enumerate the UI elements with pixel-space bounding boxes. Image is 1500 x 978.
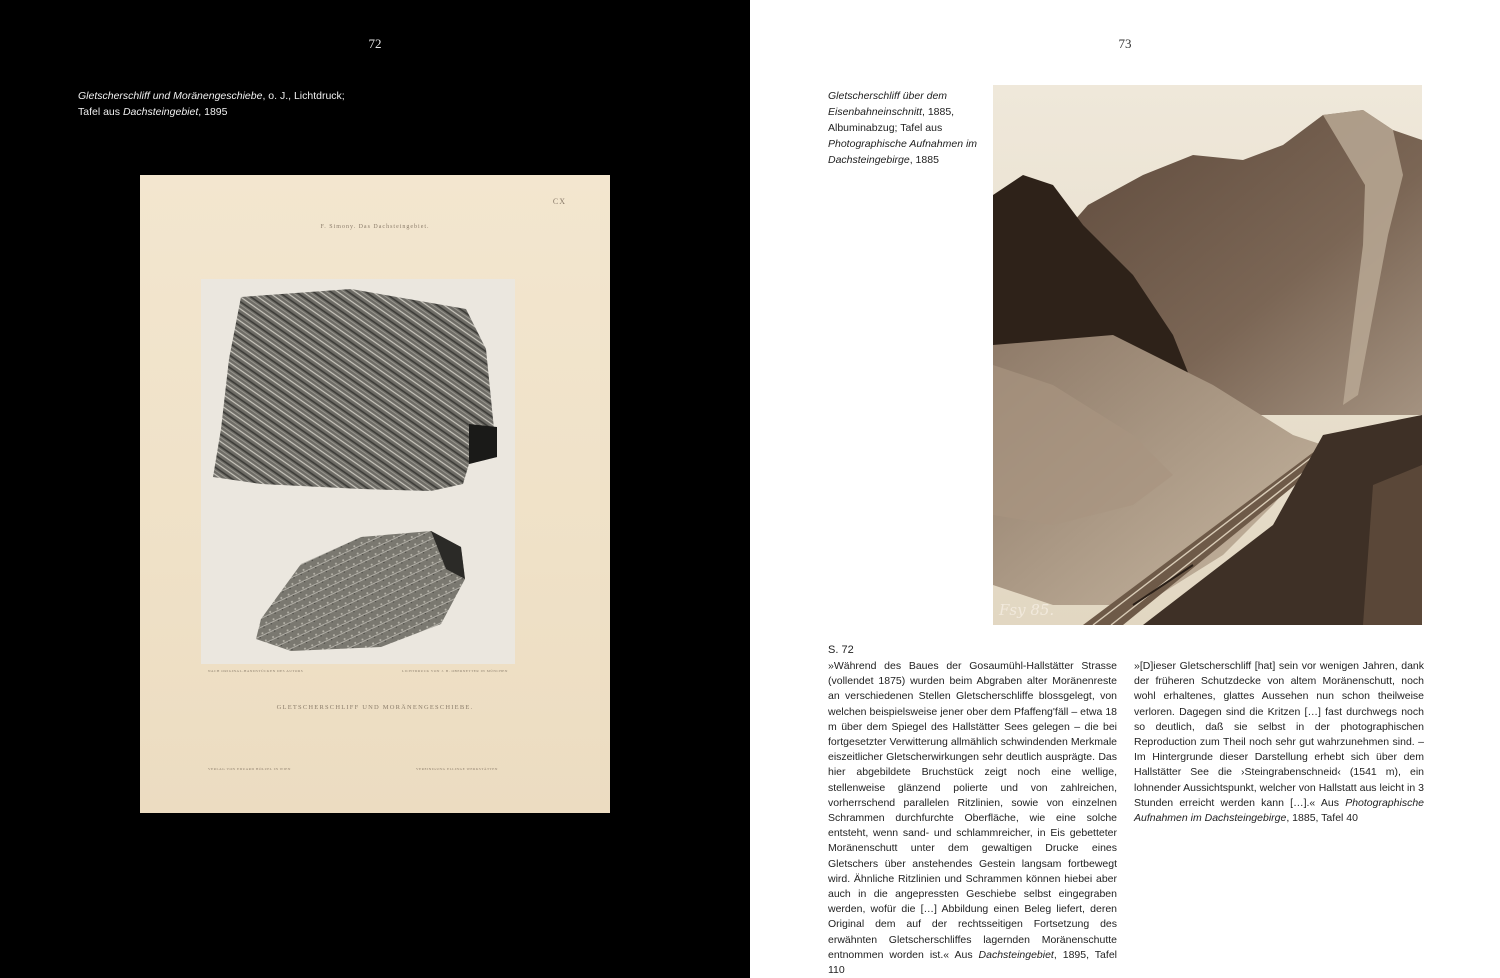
photo-caption [828,88,978,168]
quote-left-tail: , 1895, Tafel 110 [828,948,1120,977]
page-number-left: 72 [368,36,382,51]
photo-signature: Fsy 85. [999,601,1055,619]
caption-details: , o. J., Lichtdruck; [262,90,345,102]
quote-right-tail: , 1885, Tafel 40 [1286,812,1358,825]
plate-caption [78,88,378,120]
quote-left-source: Dachsteingebiet [978,948,1054,961]
photo-caption-year: , 1885 [909,154,939,166]
quote-right-main: »[D]ieser Gletscherschliff [hat] sein vor wenigen Jahren, dank der früheren Schutzdecke von altem Moränenschutt, noch wohl erhaltenes, glattes Aussehen nun schon theilweise verloren. Dagegen sind die Kritzen […] fast durchwegs noch so deutlich, daß sie selbst in der photographischen Reproduction zum Theil noch sehr gut wahrzunehmen sind. – Im Hintergrunde dieser Darstellung erhebt sich über dem Hallstätter See die ›Steingrabenschneid‹ (1541 m), ein lohnender Aussichtspunkt, welcher von Hallstatt aus leicht in 3 Stunden erreicht werden kann […].« Aus [1134,660,1427,809]
quote-left-main: »Während des Baues der Gosaumühl-Hallstätter Strasse (vollendet 1875) wurden beim Abgraben alter Moränenreste an verschiedenen Stellen Gletscherschliffe blossgelegt, von welchen beispielsweise jener ober dem Pfaffeng'fäll – etwa 18 m über dem Spiegel des Hallstätter Sees gelegen – die bei fortgesetzter Verwitterung allmählich schwindenden Merkmale eiszeitlicher Gletscherwirkungen sehr deutlich ausprägte. Das hier abgebildete Bruchstück zeigt noch eine wellige, stellenweise glänzend polierte und von zahlreichen, vorherrschend parallelen Ritzlinien, sowie von einzelnen Schrammen durchfurchte Oberfläche, wie eine solche entsteht, wenn sand- und schlammreicher, in Eis gebetteter Moränenschutt unter dem gewaltigen Drucke eines Gletschers über anstehendes Gestein langsam fortbewegt wird. Ähnliche Ritzlinien und Schrammen können hiebei aber auch in die angepressten Geschiebe selbst eingegraben werden, wofür die […] Abbildung einen Beleg liefert, deren Original dem auf der rechtsseitigen Fortsetzung des erwähnten Gletscherschliffes lagernden Moränenschutte entnommen worden ist.« Aus [828,660,1120,961]
plate-header: F. Simony. Das Dachsteingebiet. [320,224,430,230]
quote-text-right [1134,659,1427,826]
photo-caption-source: Photographische Aufnahmen im Dachsteingebirge [828,138,978,166]
quote-text-left [828,659,1120,978]
glacier-railway-photo [993,85,1422,625]
quote-right-source: Photographische Aufnahmen im Dachsteingebirge [1134,796,1427,825]
plate-credit-right: LICHTDRUCK VON J. B. OBERNETTER IN MÜNCHEN [402,669,508,673]
caption-source: Dachsteingebiet [122,106,199,118]
plate-sheet [140,175,610,813]
caption-line2-prefix: Tafel aus [78,106,123,118]
plate-title: GLETSCHERSCHLIFF UND MORÄNENGESCHIEBE. [276,704,474,711]
caption-title: Gletscherschliff und Moränengeschiebe [78,90,263,102]
plate-printer: VEREINIGUNG ELLINGE WERKSTÄTTEN [416,767,498,771]
photo-caption-details: , 1885, Albuminabzug; Tafel aus [828,106,955,134]
rock-specimens-image [201,279,515,664]
plate-number: CX [552,197,566,206]
page-number-right: 73 [1118,36,1132,51]
plate-credit-left: NACH ORIGINAL-HANDSTÜCKEN DES AUTORS [208,669,304,673]
page-reference: S. 72 [828,644,854,656]
photo-caption-title: Gletscherschliff über dem Eisenbahneinschnitt [828,90,948,118]
plate-publisher: VERLAG VON EDUARD HÖLZEL IN WIEN [208,767,291,771]
caption-year: , 1895 [198,106,228,118]
